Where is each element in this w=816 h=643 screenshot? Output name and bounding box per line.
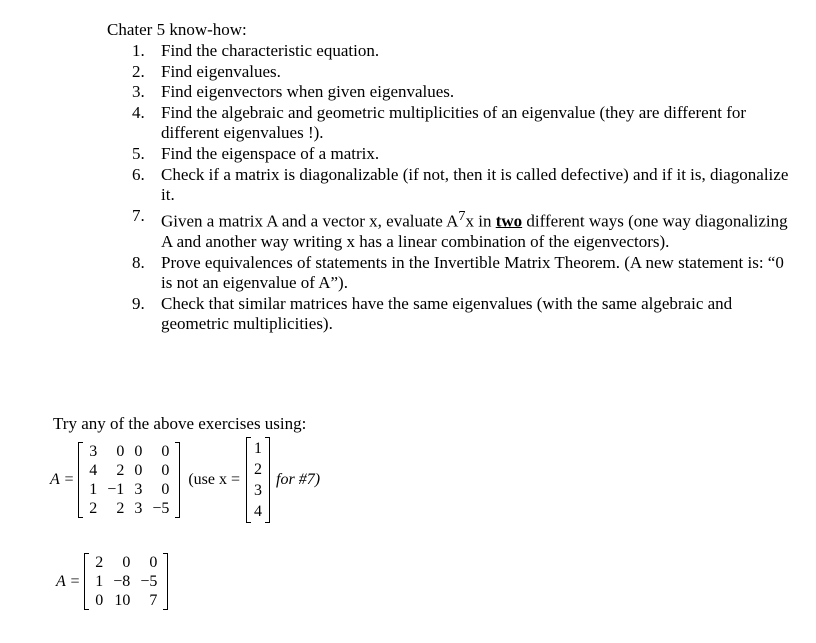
matrix-cell: 1 — [95, 573, 104, 590]
matrix-row — [84, 442, 174, 461]
vector-row — [253, 439, 263, 458]
use-x-note: (use x = — [188, 471, 241, 488]
vector-row — [253, 481, 263, 500]
matrix-cell: 7 — [149, 592, 158, 609]
item-number: 7. — [132, 205, 145, 225]
matrix-equation-1 — [50, 437, 320, 523]
item-text: Find the algebraic and geometric multiplicities of an eigenvalue (they are different for different eigenvalues !). — [161, 102, 747, 143]
item-number: 5. — [132, 143, 145, 163]
matrix-cell: 1 — [89, 481, 98, 498]
matrix-cell: 0 — [161, 462, 170, 479]
matrix-cell: 3 — [134, 481, 143, 498]
item-text-part: different ways (one way diagonalizing A and another way writing x has a linear combination of the eigenvectors). — [161, 211, 788, 251]
matrix-brackets — [84, 553, 168, 610]
vector-row — [253, 502, 263, 521]
matrix-cell: 0 — [122, 554, 131, 571]
matrix-cell: −5 — [152, 500, 170, 517]
matrix-cell: 0 — [134, 462, 143, 479]
matrix-row — [84, 499, 174, 518]
item-number: 6. — [132, 164, 145, 184]
matrix-cell: 0 — [95, 592, 104, 609]
matrix-4x4 — [84, 442, 174, 518]
matrix-row — [84, 461, 174, 480]
matrix-cell: −1 — [107, 481, 125, 498]
matrix-row — [90, 553, 162, 572]
item-text: Prove equivalences of statements in the Invertible Matrix Theorem. (A new statement is: “0 is not an eigenvalue of A”). — [161, 252, 784, 293]
item-number: 4. — [132, 102, 145, 122]
matrix-row — [84, 480, 174, 499]
item-text: Find the characteristic equation. — [161, 41, 380, 60]
item-text: Check that similar matrices have the same eigenvalues (with the same algebraic and geometric multiplicities). — [161, 293, 733, 334]
vector-cell: 1 — [254, 440, 263, 457]
item-number: 1. — [132, 41, 145, 60]
item-text-part: Given a matrix A and a vector x, evaluate A — [161, 211, 459, 231]
matrix-lhs: A = — [50, 471, 75, 488]
matrix-cell: 3 — [134, 500, 143, 517]
matrix-cell: 0 — [134, 443, 143, 460]
matrix-cell: −8 — [113, 573, 131, 590]
item-text: Find the eigenspace of a matrix. — [161, 143, 380, 163]
matrix-cell: 3 — [89, 443, 98, 460]
for-7-note: for #7) — [276, 471, 321, 488]
section-heading: Chater 5 know-how: — [107, 20, 247, 39]
item-text: Find eigenvalues. — [161, 61, 281, 81]
matrix-cell: 2 — [116, 500, 125, 517]
list-item — [124, 294, 796, 335]
matrix-cell: 0 — [161, 481, 170, 498]
matrix-brackets — [78, 442, 180, 518]
vector-brackets — [246, 437, 270, 523]
vector-cell: 2 — [254, 461, 263, 478]
matrix-lhs: A = — [56, 572, 81, 590]
item-number: 3. — [132, 82, 145, 102]
item-number: 8. — [132, 252, 145, 272]
vector-cell: 4 — [254, 503, 263, 520]
list-item — [124, 165, 796, 206]
vector-x — [251, 437, 265, 523]
know-how-list — [124, 41, 796, 335]
exponent: 7 — [458, 207, 466, 224]
vector-cell: 3 — [254, 482, 263, 499]
list-item — [124, 144, 796, 165]
list-item — [124, 82, 796, 103]
item-text: Check if a matrix is diagonalizable (if not, then it is called defective) and if it is, diagonalize it. — [161, 164, 789, 205]
list-item — [124, 41, 796, 62]
item-number: 2. — [132, 61, 145, 81]
matrix-cell: 0 — [116, 443, 125, 460]
matrix-cell: 0 — [161, 443, 170, 460]
item-text — [161, 206, 796, 253]
matrix-cell: 10 — [114, 592, 131, 609]
item-number: 9. — [132, 293, 145, 313]
list-item — [124, 253, 796, 294]
matrix-cell: 4 — [89, 462, 98, 479]
matrix-row — [90, 591, 162, 610]
matrix-row — [90, 572, 162, 591]
item-text: Find eigenvectors when given eigenvalues. — [161, 82, 455, 102]
matrix-cell: 2 — [89, 500, 98, 517]
list-item — [124, 62, 796, 83]
matrix-3x3 — [90, 553, 162, 610]
list-item — [124, 103, 796, 144]
list-item — [124, 206, 796, 253]
matrix-cell: 2 — [116, 462, 125, 479]
emphasis-word: two — [495, 211, 523, 231]
exercise-prompt: Try any of the above exercises using: — [53, 414, 307, 433]
matrix-cell: 0 — [149, 554, 158, 571]
item-text-part: x in — [465, 211, 496, 231]
matrix-equation-2 — [56, 553, 168, 610]
matrix-cell: 2 — [95, 554, 104, 571]
vector-row — [253, 460, 263, 479]
matrix-cell: −5 — [140, 573, 158, 590]
